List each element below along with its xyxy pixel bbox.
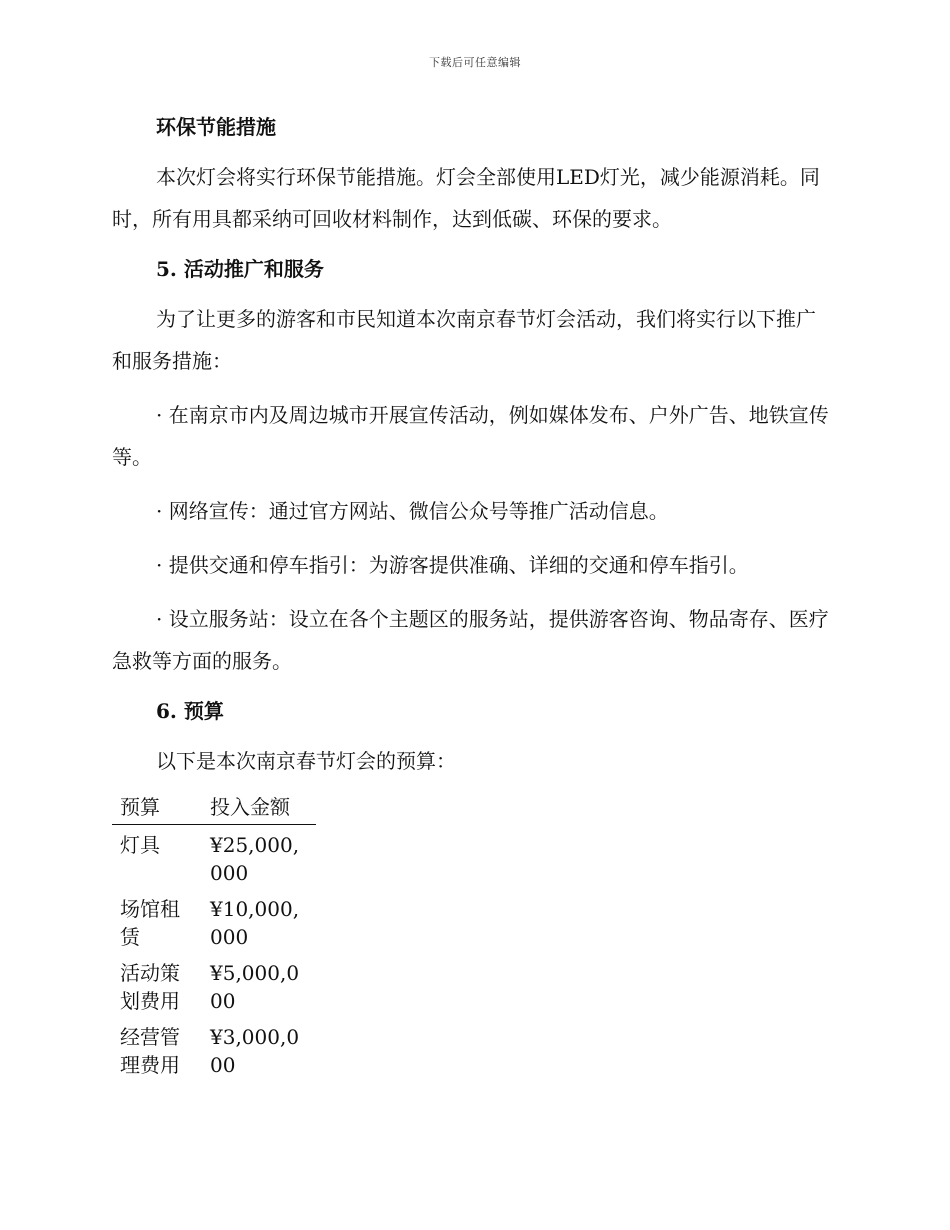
section-heading-promo: 5. 活动推广和服务 (156, 257, 324, 281)
budget-item-cell: 灯具 (120, 833, 160, 857)
bullet-item: · 设立服务站：设立在各个主题区的服务站，提供游客咨询、物品寄存、医疗急救等方面的服务。 (112, 607, 829, 673)
header-note: 下载后可任意编辑 (429, 56, 521, 69)
budget-amount-cell: ¥5,000,000 (210, 961, 300, 1013)
bullet-item: · 在南京市内及周边城市开展宣传活动，例如媒体发布、户外广告、地铁宣传等。 (112, 403, 829, 469)
table-row (112, 825, 316, 890)
section-heading-eco: 环保节能措施 (156, 115, 276, 139)
budget-item-cell: 活动策划费用 (120, 961, 180, 1013)
table-row (112, 953, 316, 1017)
budget-amount-cell: ¥10,000,000 (210, 897, 300, 949)
paragraph-promo-intro: 为了让更多的游客和市民知道本次南京春节灯会活动，我们将实行以下推广和服务措施： (112, 307, 816, 373)
budget-amount-cell: ¥3,000,000 (210, 1025, 300, 1077)
table-row (112, 1017, 316, 1081)
section-heading-budget: 6. 预算 (156, 699, 224, 723)
budget-table (112, 792, 316, 1081)
budget-amount-cell: ¥25,000,000 (210, 833, 300, 885)
table-row (112, 889, 316, 953)
paragraph-eco: 本次灯会将实行环保节能措施。灯会全部使用LED灯光，减少能源消耗。同时，所有用具都采纳可回收材料制作，达到低碳、环保的要求。 (112, 165, 820, 231)
budget-item-cell: 经营管理费用 (120, 1025, 180, 1077)
column-header-amount: 投入金额 (202, 792, 316, 825)
table-header-row (112, 792, 316, 825)
budget-item-cell: 场馆租赁 (120, 897, 180, 949)
bullet-item: · 网络宣传：通过官方网站、微信公众号等推广活动信息。 (156, 499, 669, 523)
document-body (112, 108, 832, 1081)
column-header-budget: 预算 (112, 792, 202, 825)
paragraph-budget-intro: 以下是本次南京春节灯会的预算： (156, 749, 456, 773)
bullet-item: · 提供交通和停车指引：为游客提供准确、详细的交通和停车指引。 (156, 553, 749, 577)
